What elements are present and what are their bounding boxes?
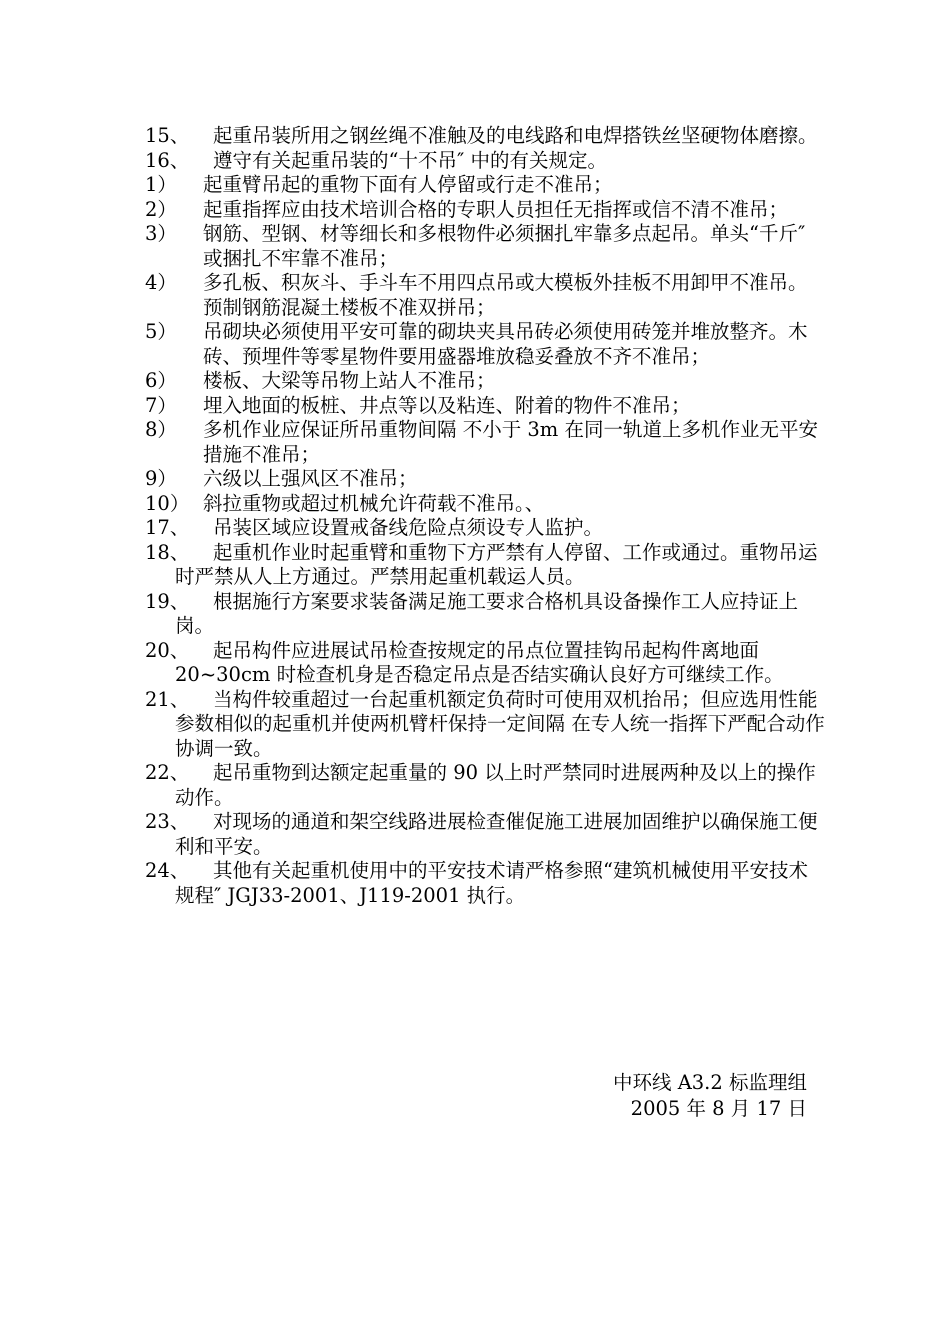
item-number: 9） (145, 467, 177, 490)
item-number: 16、 (145, 148, 190, 172)
item-text: 吊砌块必须使用平安可靠的砌块夹具吊砖必须使用砖笼并堆放整齐。木砖、预埋件等零星物件要用盛器堆放稳妥叠放不齐不准吊； (203, 320, 808, 368)
sub-rule-item (145, 492, 825, 517)
sub-rule-item (145, 198, 825, 223)
item-text: 楼板、大梁等吊物上站人不准吊； (203, 369, 496, 392)
item-text: 起重机作业时起重臂和重物下方严禁有人停留、工作或通过。重物吊运时严禁从人上方通过。严禁用起重机载运人员。 (175, 540, 818, 588)
item-text: 起重吊装所用之钢丝绳不准触及的电线路和电焊搭铁丝坚硬物体磨擦。 (213, 124, 818, 147)
item-text: 起吊构件应进展试吊检查按规定的吊点位置挂钩吊起构件离地面 20~30cm 时检查机身是否稳定吊点是否结实确认良好方可继续工作。 (175, 638, 784, 686)
item-text: 埋入地面的板桩、井点等以及粘连、附着的物件不准吊； (203, 393, 691, 417)
item-number: 24、 (145, 859, 190, 882)
regulation-item (145, 761, 825, 810)
item-number: 1） (145, 173, 177, 196)
item-number: 7） (145, 393, 177, 417)
sub-rule-item (145, 173, 825, 198)
regulation-item (145, 590, 825, 639)
item-number: 2） (145, 197, 177, 221)
item-number: 21、 (145, 687, 190, 711)
regulation-list (145, 124, 825, 908)
item-number: 18、 (145, 540, 190, 564)
item-text: 起重指挥应由技术培训合格的专职人员担任无指挥或信不清不准吊； (203, 197, 789, 221)
item-number: 5） (145, 320, 177, 343)
item-number: 15、 (145, 124, 190, 147)
sub-rule-item (145, 467, 825, 492)
item-text: 多机作业应保证所吊重物间隔 不小于 3m 在同一轨道上多机作业无平安措施不准吊； (203, 418, 818, 466)
item-text: 钢筋、型钢、材等细长和多根物件必须捆扎牢靠多点起吊。单头“千斤″ 或捆扎不牢靠不准吊； (203, 222, 806, 270)
sub-rule-item (145, 320, 825, 369)
sub-rule-item (145, 394, 825, 419)
regulation-item (145, 541, 825, 590)
sub-rule-item (145, 222, 825, 271)
sub-rule-item (145, 418, 825, 467)
item-number: 23、 (145, 810, 190, 833)
regulation-item (145, 124, 825, 149)
item-text: 斜拉重物或超过机械允许荷载不准吊。、 (203, 491, 545, 515)
item-number: 8） (145, 418, 177, 441)
item-text: 吊装区域应设置戒备线危险点须设专人监护。 (213, 516, 604, 539)
signature-organization: 中环线 A3.2 标监理组 (613, 1071, 807, 1094)
item-text: 起吊重物到达额定起重量的 90 以上时严禁同时进展两种及以上的操作动作。 (175, 761, 816, 809)
signature-date: 2005 年 8 月 17 日 (630, 1097, 807, 1120)
item-text: 根据施行方案要求装备满足施工要求合格机具设备操作工人应持证上岗。 (175, 589, 799, 637)
regulation-item (145, 639, 825, 688)
item-text: 起重臂吊起的重物下面有人停留或行走不准吊； (203, 173, 613, 196)
item-text: 六级以上强风区不准吊； (203, 467, 418, 490)
regulation-item (145, 149, 825, 174)
item-text: 对现场的通道和架空线路进展检查催促施工进展加固维护以确保施工便利和平安。 (175, 810, 818, 858)
regulation-item (145, 859, 825, 908)
regulation-item (145, 810, 825, 859)
item-text: 遵守有关起重吊装的“十不吊″ 中的有关规定。 (213, 148, 607, 172)
item-number: 20、 (145, 638, 190, 662)
item-text: 当构件较重超过一台起重机额定负荷时可使用双机抬吊；但应选用性能参数相似的起重机并使两机臂杆保持一定间隔 在专人统一指挥下严配合动作协调一致。 (175, 687, 825, 760)
sub-rule-item (145, 271, 825, 320)
sub-rule-item (145, 369, 825, 394)
signature-block (613, 1070, 807, 1122)
item-number: 6） (145, 369, 177, 392)
regulation-item (145, 688, 825, 762)
item-number: 3） (145, 222, 177, 245)
item-text: 其他有关起重机使用中的平安技术请严格参照“建筑机械使用平安技术规程″ JGJ33-2001、J119-2001 执行。 (175, 859, 808, 907)
item-number: 22、 (145, 761, 190, 784)
item-number: 19、 (145, 589, 190, 613)
item-number: 17、 (145, 516, 190, 539)
regulation-item (145, 516, 825, 541)
item-text: 多孔板、积灰斗、手斗车不用四点吊或大模板外挂板不用卸甲不准吊。预制钢筋混凝土楼板不准双拼吊； (203, 271, 808, 319)
item-number: 4） (145, 271, 177, 294)
item-number: 10） (145, 491, 190, 515)
